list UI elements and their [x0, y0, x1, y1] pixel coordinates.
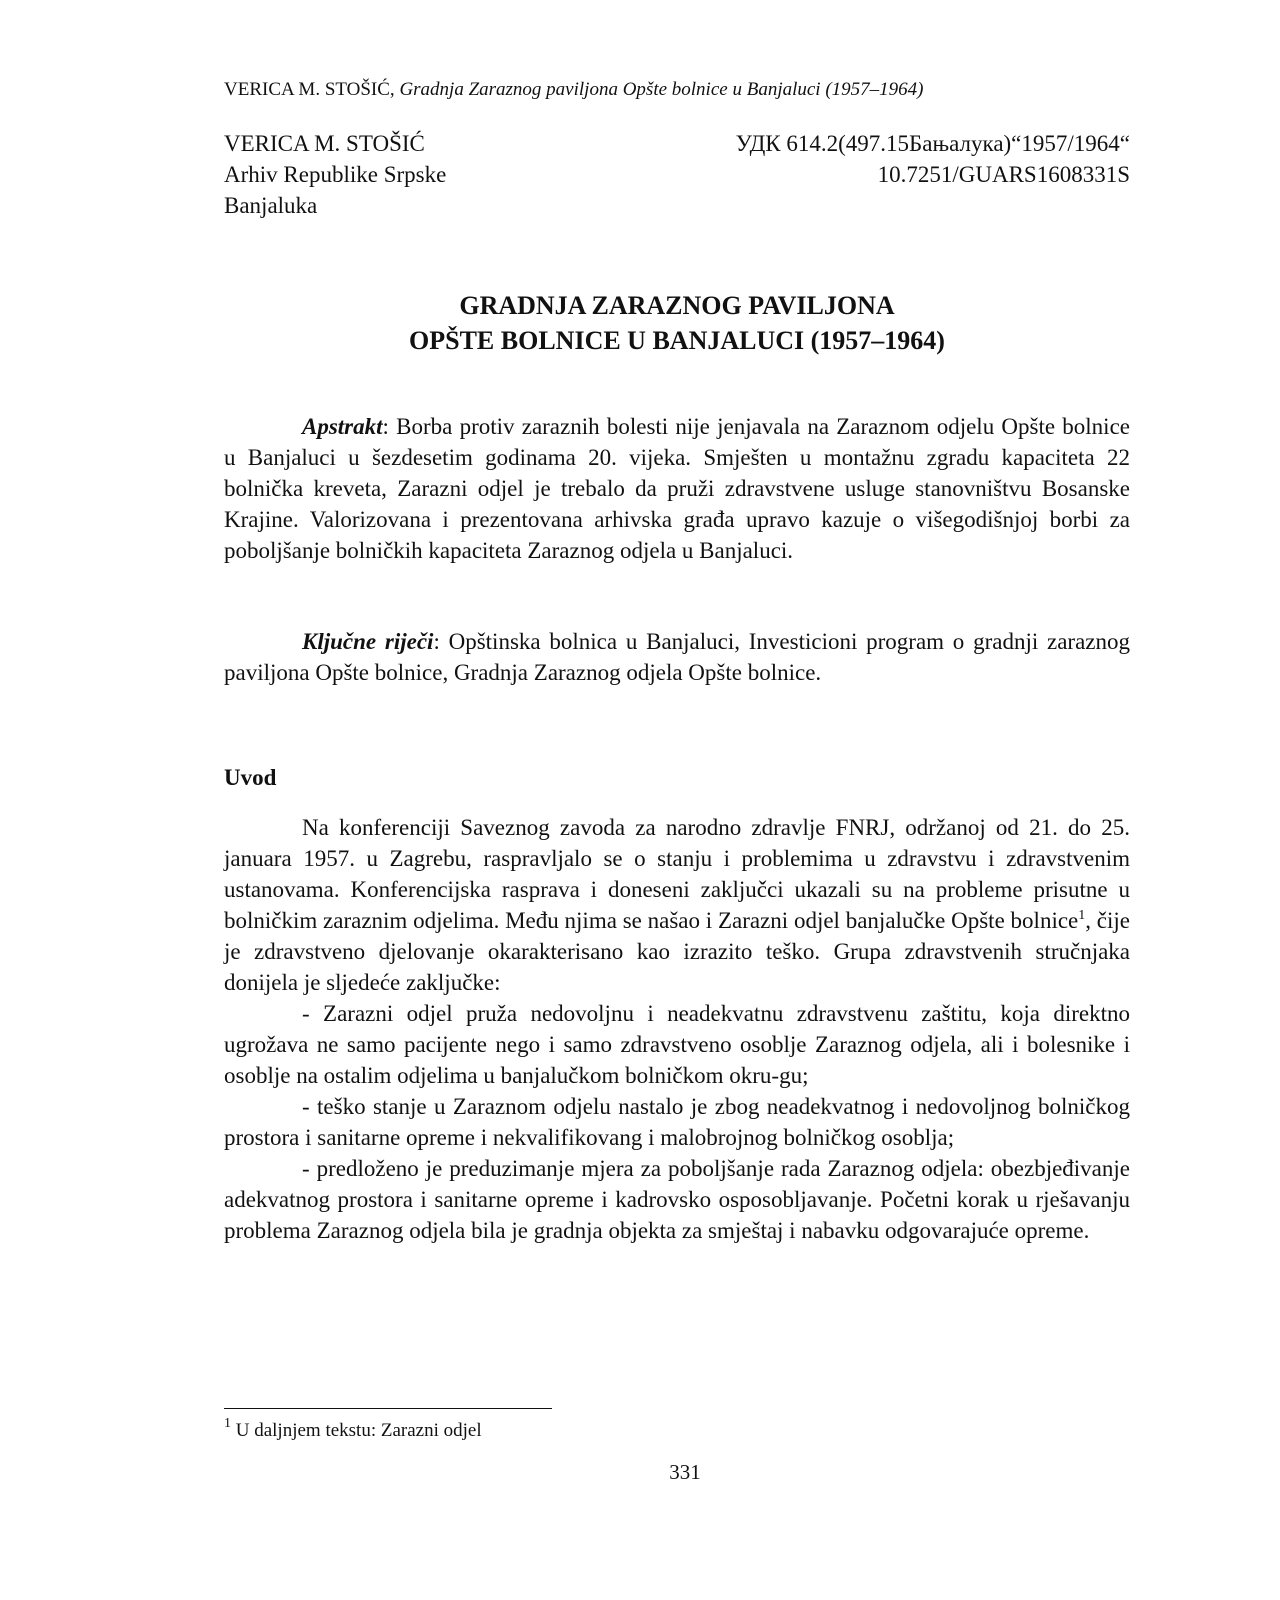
abstract [224, 411, 1130, 566]
doi: 10.7251/GUARS1608331S [877, 162, 1130, 187]
keywords-text: : Opštinska bolnica u Banjaluci, Investicioni program o gradnji zaraznog paviljona Opšte bolnice, Gradnja Zaraznog odjela Opšte bolnice. [224, 629, 1130, 685]
article-title-line2: OPŠTE BOLNICE U BANJALUCI (1957–1964) [409, 326, 945, 355]
author-block [224, 128, 446, 221]
footnote-ref: 1 [1078, 908, 1086, 923]
conclusion-item: - Zarazni odjel pruža nedovoljnu i neadekvatnu zdravstvenu zaštitu, koja direktno ugrožava ne samo pacijente nego i samo zdravstveno osoblje Zaraznog odjela, ali i bolesnike i osoblje na ostalim odjelima u banjalučkom bolničkom okru-gu; [224, 1001, 1130, 1088]
page-number: 331 [669, 1460, 701, 1484]
article-title-line1: GRADNJA ZARAZNOG PAVILJONA [459, 291, 895, 320]
footnote-text: U daljnjem tekstu: Zarazni odjel [231, 1420, 482, 1441]
footnote [224, 1418, 482, 1444]
footnote-number: 1 [224, 1416, 231, 1431]
udk-code: УДК 614.2(497.15Бањалука)“1957/1964“ [735, 131, 1130, 156]
running-header-author: VERICA M. STOŠIĆ, [224, 79, 400, 100]
abstract-label: Apstrakt [302, 414, 383, 439]
section-heading: Uvod [224, 765, 277, 790]
keywords-label: Ključne riječi [302, 629, 434, 654]
keywords [224, 626, 1130, 688]
abstract-text: : Borba protiv zaraznih bolesti nije jenjavala na Zaraznom odjelu Opšte bolnice u Banjaluci u šezdesetim godinama 20. vijeka. Smješten u montažnu zgradu kapaciteta 22 bolnička kreveta, Zarazni odjel je trebalo da pruži zdravstvene usluge stanovništvu Bosanske Krajine. Valorizovana i prezentovana arhivska građa upravo kazuje o višegodišnjoj borbi za poboljšanje bolničkih kapaciteta Zaraznog odjela u Banjaluci. [224, 414, 1130, 563]
author-city: Banjaluka [224, 193, 318, 218]
conclusion-item: - predloženo je preduzimanje mjera za poboljšanje rada Zaraznog odjela: obezbjeđivanje adekvatnog prostora i sanitarne opreme i kadrovsko osposobljavanje. Početni korak u rješavanju problema Zaraznog odjela bila je gradnja objekta za smještaj i nabavku odgovarajuće opreme. [224, 1156, 1130, 1243]
footnote-separator [224, 1408, 552, 1409]
section-body [224, 812, 1130, 1246]
author-institution: Arhiv Republike Srpske [224, 162, 447, 187]
intro-paragraph [224, 812, 1130, 998]
conclusion-item: - teško stanje u Zaraznom odjelu nastalo je zbog neadekvatnog i nedovoljnog bolničkog prostora i sanitarne opreme i nekvalifikovang i malobrojnog bolničkog osoblja; [224, 1094, 1130, 1150]
running-header-title: Gradnja Zaraznog paviljona Opšte bolnice u Banjaluci (1957–1964) [399, 79, 924, 100]
article-title [224, 288, 1130, 358]
running-header [224, 78, 1124, 102]
author-name: VERICA M. STOŠIĆ [224, 131, 425, 156]
intro-text-before: Na konferenciji Saveznog zavoda za narodno zdravlje FNRJ, održanoj od 21. do 25. januara 1957. u Zagrebu, raspravljalo se o stanju i problemima u zdravstvu i zdravstvenim ustanovama. Konferencijska rasprava i doneseni zaključci ukazali su na probleme prisutne u bolničkim zaraznim odjelima. Među njima se našao i Zarazni odjel banjalučke Opšte bolnice [224, 815, 1130, 933]
identifier-block [736, 128, 1130, 190]
intro-text-after: , čije je zdravstveno djelovanje okarakterisano kao izrazito teško. Grupa zdravstvenih stručnjaka donijela je sljedeće zaključke: [224, 908, 1130, 995]
